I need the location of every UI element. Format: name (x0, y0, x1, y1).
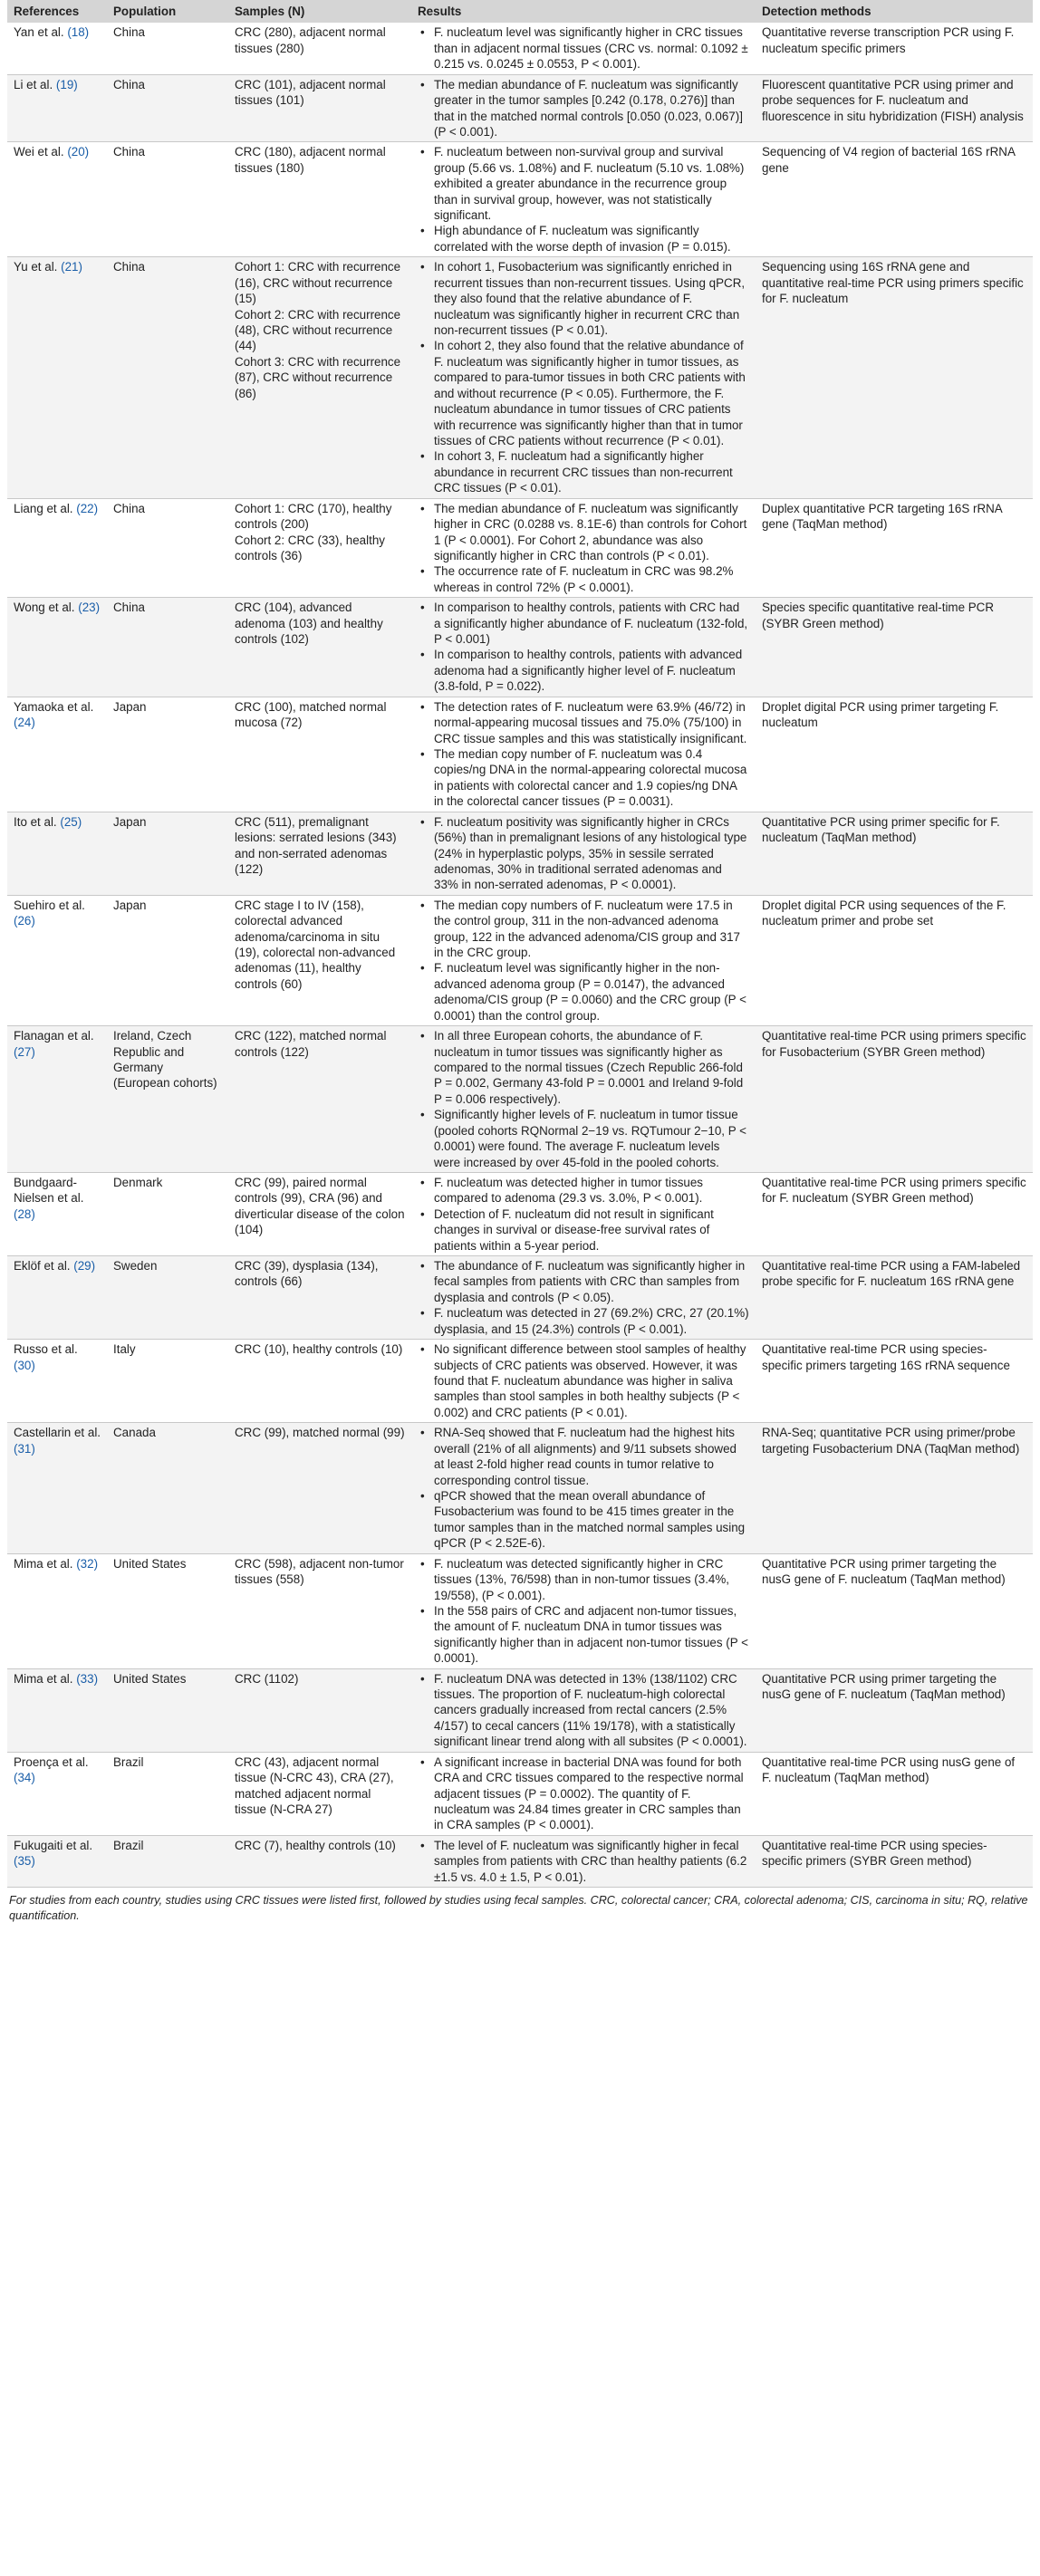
cell-samples (228, 598, 411, 697)
reference-number-link[interactable]: (21) (61, 260, 82, 274)
cell-samples (228, 1026, 411, 1173)
cell-samples (228, 1752, 411, 1835)
cell-reference (7, 1835, 107, 1887)
reference-number-link[interactable]: (18) (67, 25, 90, 40)
reference-number-link[interactable]: (24) (14, 716, 35, 730)
result-item: • The median abundance of F. nucleatum was significantly higher in CRC (0.0288 vs. 8.1E-6) than controls for Cohort 1 (P < 0.0001). For Cohort 2, abundance was also significantly higher in CRC than controls (P < 0.01). (418, 501, 749, 564)
cell-reference (7, 1172, 107, 1255)
cell-samples (228, 142, 411, 257)
result-item: • F. nucleatum level was significantly higher in the non-advanced adenoma group (P = 0.0147), the advanced adenoma/CIS group (P = 0.0060) and the CRC group (P < 0.0001) than the control group. (418, 960, 749, 1024)
table-row (7, 1752, 1033, 1835)
table-row (7, 1553, 1033, 1668)
result-item: • A significant increase in bacterial DNA was found for both CRA and CRC tissues compared to the respective normal adjacent tissues (P = 0.0002). The quantity of F. nucleatum was 24.84 times greater in CRC samples than in CRA samples (P < 0.0001). (418, 1754, 749, 1833)
table-row (7, 812, 1033, 895)
results-list (418, 1425, 749, 1551)
cell-population: Sweden (107, 1256, 228, 1340)
cell-population: China (107, 74, 228, 142)
reference-authors: Russo et al. (14, 1342, 78, 1357)
table-row (7, 598, 1033, 697)
cell-detection-method: Duplex quantitative PCR targeting 16S rRNA gene (TaqMan method) (756, 498, 1033, 598)
table-row (7, 1172, 1033, 1255)
cell-detection-method: Fluorescent quantitative PCR using primer and probe sequences for F. nucleatum and fluorescence in situ hybridization (FISH) analysis (756, 74, 1033, 142)
cell-reference (7, 1026, 107, 1173)
reference-authors: Ito et al. (14, 814, 57, 829)
results-list (418, 24, 749, 72)
cell-population: China (107, 142, 228, 257)
reference-number-link[interactable]: (20) (67, 145, 90, 159)
cell-samples (228, 1340, 411, 1423)
cell-population: Japan (107, 697, 228, 812)
table-row (7, 142, 1033, 257)
results-list (418, 77, 749, 140)
results-list (418, 1671, 749, 1750)
cell-reference (7, 697, 107, 812)
reference-number-link[interactable]: (27) (14, 1044, 35, 1059)
cell-results (411, 812, 756, 895)
samples-text: CRC (99), paired normal controls (99), CRA (96) and diverticular disease of the colon (104) (235, 1175, 405, 1237)
cell-population: Canada (107, 1423, 228, 1553)
reference-number-link[interactable]: (31) (14, 1441, 35, 1456)
cell-results (411, 1340, 756, 1423)
table-row (7, 1026, 1033, 1173)
cell-detection-method: Quantitative real-time PCR using a FAM-labeled probe specific for F. nucleatum 16S rRNA gene (756, 1256, 1033, 1340)
reference-number-link[interactable]: (26) (14, 914, 35, 928)
cell-reference (7, 598, 107, 697)
reference-authors: Wei et al. (14, 145, 64, 159)
cell-detection-method: RNA-Seq; quantitative PCR using primer/probe targeting Fusobacterium DNA (TaqMan method) (756, 1423, 1033, 1553)
table-body (7, 23, 1033, 1887)
cell-population: Brazil (107, 1752, 228, 1835)
cell-samples (228, 1256, 411, 1340)
cell-reference (7, 1668, 107, 1752)
header-detection-methods: Detection methods (756, 0, 1033, 23)
table-header (7, 0, 1033, 23)
samples-text: Cohort 1: CRC (170), healthy controls (200) Cohort 2: CRC (33), healthy controls (36) (235, 501, 392, 562)
cell-results (411, 598, 756, 697)
results-list (418, 144, 749, 255)
result-item: • F. nucleatum was detected in 27 (69.2%) CRC, 27 (20.1%) dysplasia, and 15 (24.3%) controls (P < 0.001). (418, 1305, 749, 1337)
cell-detection-method: Quantitative PCR using primer targeting the nusG gene of F. nucleatum (TaqMan method) (756, 1553, 1033, 1668)
cell-reference (7, 74, 107, 142)
cell-results (411, 697, 756, 812)
cell-samples (228, 1835, 411, 1887)
samples-text: CRC stage I to IV (158), colorectal advanced adenoma/carcinoma in situ (19), colorectal non-advanced adenomas (11), healthy controls (60) (235, 898, 396, 991)
header-results: Results (411, 0, 756, 23)
result-item: • Significantly higher levels of F. nucleatum in tumor tissue (pooled cohorts RQNormal 2−19 vs. RQTumour 2−10, P < 0.0001) were found. The average F. nucleatum levels were increased by over 45-fold in the pooled cohorts. (418, 1107, 749, 1170)
results-list (418, 259, 749, 495)
cell-results (411, 1172, 756, 1255)
table-row (7, 257, 1033, 498)
header-population: Population (107, 0, 228, 23)
cell-population: China (107, 598, 228, 697)
cell-population: China (107, 498, 228, 598)
cell-detection-method: Quantitative reverse transcription PCR using F. nucleatum specific primers (756, 23, 1033, 74)
cell-results (411, 895, 756, 1025)
cell-results (411, 1668, 756, 1752)
cell-reference (7, 1423, 107, 1553)
result-item: • F. nucleatum DNA was detected in 13% (138/1102) CRC tissues. The proportion of F. nucleatum-high colorectal cancers gradually increased from rectal cancers (2.5% 4/157) to cecal cancers (11% 19/178), with a statistically significant linear trend along with all subsites (P < 0.0001). (418, 1671, 749, 1750)
reference-number-link[interactable]: (35) (14, 1854, 35, 1869)
samples-text: CRC (1102) (235, 1671, 299, 1686)
cell-results (411, 1752, 756, 1835)
cell-results (411, 1835, 756, 1887)
reference-authors: Liang et al. (14, 501, 73, 515)
reference-number-link[interactable]: (33) (76, 1671, 99, 1686)
table-row (7, 1835, 1033, 1887)
result-item: • The median copy number of F. nucleatum was 0.4 copies/ng DNA in the normal-appearing colorectal mucosa in patients with colorectal cancer and 1.9 copies/ng DNA in the colorectal cancer tissues (P = 0.0031). (418, 746, 749, 810)
samples-text: CRC (99), matched normal (99) (235, 1426, 405, 1440)
cell-population: Brazil (107, 1835, 228, 1887)
cell-reference (7, 142, 107, 257)
cell-samples (228, 1668, 411, 1752)
reference-authors: Suehiro et al. (14, 898, 85, 912)
cell-reference (7, 1340, 107, 1423)
samples-text: CRC (122), matched normal controls (122) (235, 1029, 387, 1059)
table-row (7, 1423, 1033, 1553)
reference-number-link[interactable]: (22) (76, 501, 99, 515)
table-row (7, 1668, 1033, 1752)
result-item: • F. nucleatum level was significantly higher in CRC tissues than in adjacent normal tissues (CRC vs. normal: 0.1092 ± 0.215 vs. 0.0245 ± 0.0553, P < 0.001). (418, 24, 749, 72)
cell-results (411, 23, 756, 74)
result-item: • The occurrence rate of F. nucleatum in CRC was 98.2% whereas in control 72% (P < 0.0001). (418, 563, 749, 595)
cell-detection-method: Quantitative real-time PCR using species-specific primers targeting 16S rRNA sequence (756, 1340, 1033, 1423)
reference-number-link[interactable]: (23) (78, 601, 101, 615)
cell-samples (228, 23, 411, 74)
cell-results (411, 1256, 756, 1340)
samples-text: Cohort 1: CRC with recurrence (16), CRC without recurrence (15) Cohort 2: CRC with recurrence (48), CRC without recurrence (44) Cohort 3: CRC with recurrence (87), CRC without recurrence (86) (235, 260, 401, 400)
cell-detection-method: Species specific quantitative real-time PCR (SYBR Green method) (756, 598, 1033, 697)
result-item: • High abundance of F. nucleatum was significantly correlated with the worse depth of invasion (P = 0.015). (418, 223, 749, 255)
reference-authors: Castellarin et al. (14, 1426, 101, 1440)
table-row (7, 1340, 1033, 1423)
result-item: • In cohort 1, Fusobacterium was significantly enriched in recurrent tissues than non-recurrent tissues. Using qPCR, they also found that the relative abundance of F. nucleatum was significantly higher in recurrent CRC than non-recurrent tissues (P < 0.01). (418, 259, 749, 338)
table-footnote: For studies from each country, studies using CRC tissues were listed first, followed by studies using fecal samples. CRC, colorectal cancer; CRA, colorectal adenoma; CIS, carcinoma in situ; RQ, relative quantification. (9, 1894, 1028, 1923)
cell-results (411, 498, 756, 598)
samples-text: CRC (598), adjacent non-tumor tissues (558) (235, 1556, 404, 1587)
reference-number-link[interactable]: (30) (14, 1358, 35, 1372)
samples-text: CRC (10), healthy controls (10) (235, 1342, 403, 1357)
samples-text: CRC (104), advanced adenoma (103) and healthy controls (102) (235, 601, 383, 647)
reference-number-link[interactable]: (19) (55, 77, 78, 91)
cell-detection-method: Quantitative real-time PCR using primers specific for Fusobacterium (SYBR Green method) (756, 1026, 1033, 1173)
studies-table (7, 0, 1033, 1888)
cell-reference (7, 1752, 107, 1835)
cell-reference (7, 23, 107, 74)
cell-reference (7, 812, 107, 895)
results-list (418, 1258, 749, 1337)
results-list (418, 814, 749, 893)
cell-reference (7, 1256, 107, 1340)
result-item: • No significant difference between stool samples of healthy subjects of CRC patients was observed. However, it was found that F. nucleatum abundance was higher in saliva samples than stool samples in both healthy subjects (P < 0.002) and CRC patients (P < 0.01). (418, 1341, 749, 1420)
results-list (418, 1838, 749, 1885)
samples-text: CRC (180), adjacent normal tissues (180) (235, 145, 386, 175)
cell-results (411, 1423, 756, 1553)
cell-samples (228, 1172, 411, 1255)
cell-detection-method: Quantitative PCR using primer specific for F. nucleatum (TaqMan method) (756, 812, 1033, 895)
results-list (418, 1341, 749, 1420)
results-list (418, 1754, 749, 1833)
samples-text: CRC (511), premalignant lesions: serrated lesions (343) and non-serrated adenomas (122) (235, 814, 397, 876)
result-item: • The level of F. nucleatum was significantly higher in fecal samples from patients with CRC than healthy patients (6.2 ±1.5 vs. 4.0 ± 1.5, P < 0.01). (418, 1838, 749, 1885)
table-row (7, 697, 1033, 812)
reference-authors: Fukugaiti et al. (14, 1838, 93, 1852)
results-list (418, 1556, 749, 1667)
result-item: • F. nucleatum positivity was significantly higher in CRCs (56%) than in premalignant lesions of any histological type (24% in hyperplastic polyps, 35% in sessile serrated adenomas, 30% in traditional serrated adenomas and 33% in non-serrated adenomas, P < 0.0001). (418, 814, 749, 893)
cell-population: United States (107, 1553, 228, 1668)
reference-authors: Mima et al. (14, 1671, 73, 1686)
reference-number-link[interactable]: (34) (14, 1771, 35, 1785)
cell-results (411, 142, 756, 257)
cell-samples (228, 895, 411, 1025)
result-item: • qPCR showed that the mean overall abundance of Fusobacterium was found to be 415 times greater in the tumor samples than in the matched normal samples using qPCR (P < 2.52E-6). (418, 1488, 749, 1552)
reference-number-link[interactable]: (28) (14, 1206, 35, 1221)
cell-detection-method: Sequencing of V4 region of bacterial 16S rRNA gene (756, 142, 1033, 257)
cell-samples (228, 498, 411, 598)
cell-population: Italy (107, 1340, 228, 1423)
result-item: • F. nucleatum between non-survival group and survival group (5.66 vs. 1.08%) and F. nucleatum (5.10 vs. 1.08%) exhibited a greater abundance in the recurrence group than in survival group, however, was not statistically significant. (418, 144, 749, 223)
cell-results (411, 74, 756, 142)
reference-authors: Wong et al. (14, 601, 75, 615)
result-item: • In comparison to healthy controls, patients with advanced adenoma had a significantly higher level of F. nucleatum (3.8-fold, P = 0.022). (418, 647, 749, 694)
result-item: • In cohort 3, F. nucleatum had a significantly higher abundance in recurrent CRC tissues than non-recurrent CRC tissues (P < 0.01). (418, 448, 749, 495)
cell-results (411, 1553, 756, 1668)
table-row (7, 74, 1033, 142)
result-item: • F. nucleatum was detected significantly higher in CRC tissues (13%, 76/598) than in non-tumor tissues (3.4%, 19/558), (P < 0.001). (418, 1556, 749, 1603)
cell-population: China (107, 257, 228, 498)
cell-samples (228, 1553, 411, 1668)
cell-results (411, 257, 756, 498)
results-list (418, 600, 749, 695)
samples-text: CRC (100), matched normal mucosa (72) (235, 699, 387, 730)
reference-authors: Yamaoka et al. (14, 699, 94, 714)
samples-text: CRC (280), adjacent normal tissues (280) (235, 25, 386, 55)
cell-reference (7, 257, 107, 498)
reference-authors: Bundgaard-Nielsen et al. (14, 1175, 84, 1206)
table-row (7, 23, 1033, 74)
cell-reference (7, 895, 107, 1025)
table-row (7, 498, 1033, 598)
cell-detection-method: Quantitative PCR using primer targeting the nusG gene of F. nucleatum (TaqMan method) (756, 1668, 1033, 1752)
result-item: • In comparison to healthy controls, patients with CRC had a significantly higher abundance of F. nucleatum (132-fold, P < 0.001) (418, 600, 749, 647)
reference-authors: Yu et al. (14, 260, 58, 274)
results-list (418, 1028, 749, 1170)
header-samples: Samples (N) (228, 0, 411, 23)
reference-number-link[interactable]: (32) (76, 1556, 99, 1571)
cell-reference (7, 498, 107, 598)
result-item: • The abundance of F. nucleatum was significantly higher in fecal samples from patients with CRC than samples from dysplasia and controls (P < 0.05). (418, 1258, 749, 1305)
result-item: • The median copy numbers of F. nucleatum were 17.5 in the control group, 311 in the non-advanced adenoma group, 122 in the advanced adenoma/CIS group and 317 in the CRC group. (418, 898, 749, 961)
cell-detection-method: Droplet digital PCR using primer targeting F. nucleatum (756, 697, 1033, 812)
result-item: • In cohort 2, they also found that the relative abundance of F. nucleatum was significantly higher in tumor tissues, as compared to para-tumor tissues in both CRC patients with and without recurrence (P < 0.05). Furthermore, the F. nucleatum abundance in tumor tissues of CRC patients with recurrence was significantly higher than that in tumor tissues of CRC patients without recurrence (P < 0.01). (418, 338, 749, 448)
cell-population: China (107, 23, 228, 74)
result-item: • The median abundance of F. nucleatum was significantly greater in the tumor samples [0.242 (0.178, 0.276)] than that in the matched normal controls [0.050 (0.023, 0.067)] (P < 0.001). (418, 77, 749, 140)
reference-authors: Li et al. (14, 77, 53, 91)
cell-detection-method: Quantitative real-time PCR using nusG gene of F. nucleatum (TaqMan method) (756, 1752, 1033, 1835)
cell-detection-method: Quantitative real-time PCR using primers specific for F. nucleatum (SYBR Green method) (756, 1172, 1033, 1255)
cell-samples (228, 1423, 411, 1553)
result-item: • Detection of F. nucleatum did not result in significant changes in survival or disease-free survival rates of patients within a 5-year period. (418, 1206, 749, 1254)
reference-authors: Yan et al. (14, 25, 64, 40)
cell-samples (228, 697, 411, 812)
cell-population: Japan (107, 895, 228, 1025)
result-item: • F. nucleatum was detected higher in tumor tissues compared to adenoma (29.3 vs. 3.0%, P < 0.001). (418, 1175, 749, 1206)
cell-results (411, 1026, 756, 1173)
results-list (418, 501, 749, 596)
samples-text: CRC (7), healthy controls (10) (235, 1838, 396, 1852)
samples-text: CRC (39), dysplasia (134), controls (66) (235, 1259, 379, 1289)
reference-number-link[interactable]: (29) (73, 1259, 96, 1274)
result-item: • The detection rates of F. nucleatum were 63.9% (46/72) in normal-appearing mucosal tissues and 75.0% (75/100) in CRC tissue samples and this was statistically insignificant. (418, 699, 749, 746)
cell-samples (228, 257, 411, 498)
reference-authors: Proença et al. (14, 1754, 89, 1769)
results-list (418, 1175, 749, 1254)
cell-detection-method: Quantitative real-time PCR using species-specific primers (SYBR Green method) (756, 1835, 1033, 1887)
samples-text: CRC (101), adjacent normal tissues (101) (235, 77, 386, 108)
samples-text: CRC (43), adjacent normal tissue (N-CRC 43), CRA (27), matched adjacent normal tissue (N-CRA 27) (235, 1754, 394, 1816)
cell-reference (7, 1553, 107, 1668)
results-list (418, 699, 749, 810)
result-item: • In the 558 pairs of CRC and adjacent non-tumor tissues, the amount of F. nucleatum DNA in tumor tissues was significantly higher than in adjacent non-tumor tissues (P < 0.0001). (418, 1603, 749, 1667)
cell-population: Denmark (107, 1172, 228, 1255)
reference-authors: Eklöf et al. (14, 1259, 71, 1274)
result-item: • RNA-Seq showed that F. nucleatum had the highest hits overall (21% of all alignments) and 9/11 subsets showed at least 2-fold higher read counts in tumor relative to corresponding control tissue. (418, 1425, 749, 1488)
cell-population: Ireland, Czech Republic and Germany (European cohorts) (107, 1026, 228, 1173)
cell-detection-method: Sequencing using 16S rRNA gene and quantitative real-time PCR using primers specific for F. nucleatum (756, 257, 1033, 498)
table-row (7, 895, 1033, 1025)
cell-detection-method: Droplet digital PCR using sequences of the F. nucleatum primer and probe set (756, 895, 1033, 1025)
cell-population: Japan (107, 812, 228, 895)
reference-authors: Flanagan et al. (14, 1029, 94, 1043)
cell-samples (228, 812, 411, 895)
reference-number-link[interactable]: (25) (60, 814, 82, 829)
result-item: • In all three European cohorts, the abundance of F. nucleatum in tumor tissues was significantly higher as compared to the normal tissues (Czech Republic 266-fold P = 0.002, Germany 43-fold P = 0.0001 and Ireland 9-fold P = 0.006 respectively). (418, 1028, 749, 1107)
results-list (418, 898, 749, 1024)
header-references: References (7, 0, 107, 23)
table-row (7, 1256, 1033, 1340)
cell-samples (228, 74, 411, 142)
cell-population: United States (107, 1668, 228, 1752)
reference-authors: Mima et al. (14, 1556, 73, 1571)
